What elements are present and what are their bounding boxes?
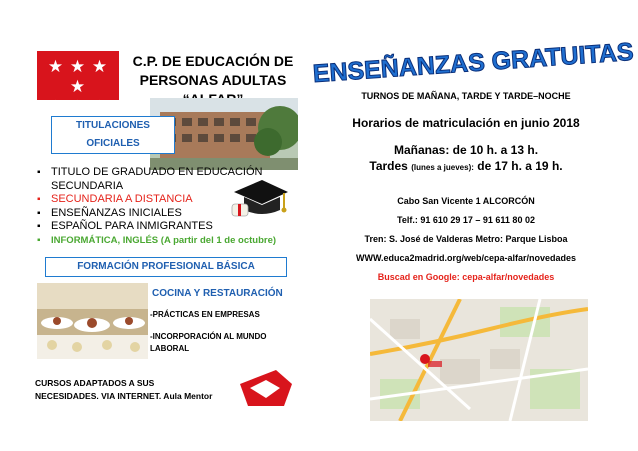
kitchen-photo	[37, 283, 148, 359]
courses-list	[37, 166, 297, 247]
fp-item-incorporacion	[150, 331, 266, 355]
flag-stars-bottom: ★ ★ ★	[47, 97, 109, 116]
titulaciones-line-2: OFICIALES	[86, 138, 140, 149]
schedule	[320, 142, 612, 176]
turnos-text: TURNOS DE MAÑANA, TARDE Y TARDE–NOCHE	[361, 91, 571, 101]
fp-basica-box	[45, 257, 287, 277]
tardes-note: (lunes a jueves):	[411, 163, 474, 172]
flag-stars-top: ★ ★ ★ ★	[47, 57, 109, 96]
phone: Telf.: 91 610 29 17 – 91 611 80 02	[397, 215, 535, 225]
cursos-line-2: NECESIDADES. VIA INTERNET. Aula Mentor	[35, 391, 213, 401]
cursos-text	[35, 377, 235, 403]
fp-heading: FORMACIÓN PROFESIONAL BÁSICA	[77, 261, 255, 272]
list-item: ▪ ESPAÑOL PARA INMIGRANTES	[37, 220, 297, 234]
headline-banner	[311, 37, 635, 89]
location-map[interactable]	[370, 299, 588, 421]
aula-mentor-logo-icon	[236, 366, 296, 410]
tardes-line	[320, 158, 612, 176]
tardes-hours: de 17 h. a 19 h.	[477, 159, 563, 173]
list-item: ▪ ENSEÑANZAS INICIALES	[37, 207, 297, 221]
contact-block	[320, 192, 612, 287]
list-item: ▪ TITULO DE GRADUADO EN EDUCACIÓN SECUNDARIA	[37, 166, 297, 193]
titulaciones-line-1: TITULACIONES	[76, 120, 150, 131]
cursos-line-1: CURSOS ADAPTADOS A SUS	[35, 378, 155, 388]
fp-item-2a: -INCORPORACIÓN AL MUNDO	[150, 332, 267, 341]
web-link[interactable]: WWW.educa2madrid.org/web/cepa-alfar/novedades	[355, 253, 577, 263]
tardes-label: Tardes	[369, 159, 408, 173]
transport: Tren: S. José de Valderas Metro: Parque Lisboa	[364, 234, 568, 244]
titulaciones-box	[51, 116, 175, 154]
cocina-heading: COCINA Y RESTAURACIÓN	[152, 288, 283, 299]
address: Cabo San Vicente 1 ALCORCÓN	[397, 196, 535, 206]
google-search-text: Buscad en Google: cepa-alfar/novedades	[377, 272, 555, 282]
fp-item-2b: LABORAL	[150, 344, 190, 353]
title-line-2: PERSONAS ADULTAS	[139, 72, 287, 88]
mananas-line: Mañanas: de 10 h. a 13 h.	[393, 143, 539, 157]
horarios-heading: Horarios de matriculación en junio 2018	[352, 116, 580, 130]
title-line-1: C.P. DE EDUCACIÓN DE	[132, 53, 294, 69]
madrid-flag-logo	[37, 51, 119, 116]
list-item: ▪ SECUNDARIA A DISTANCIA	[37, 193, 297, 207]
headline-text: ENSEÑANZAS GRATUITAS	[311, 37, 635, 89]
fp-item-practicas: -PRÁCTICAS EN EMPRESAS	[150, 310, 260, 319]
list-item: ▪ INFORMÁTICA, INGLÉS (A partir del 1 de octubre)	[37, 234, 297, 248]
